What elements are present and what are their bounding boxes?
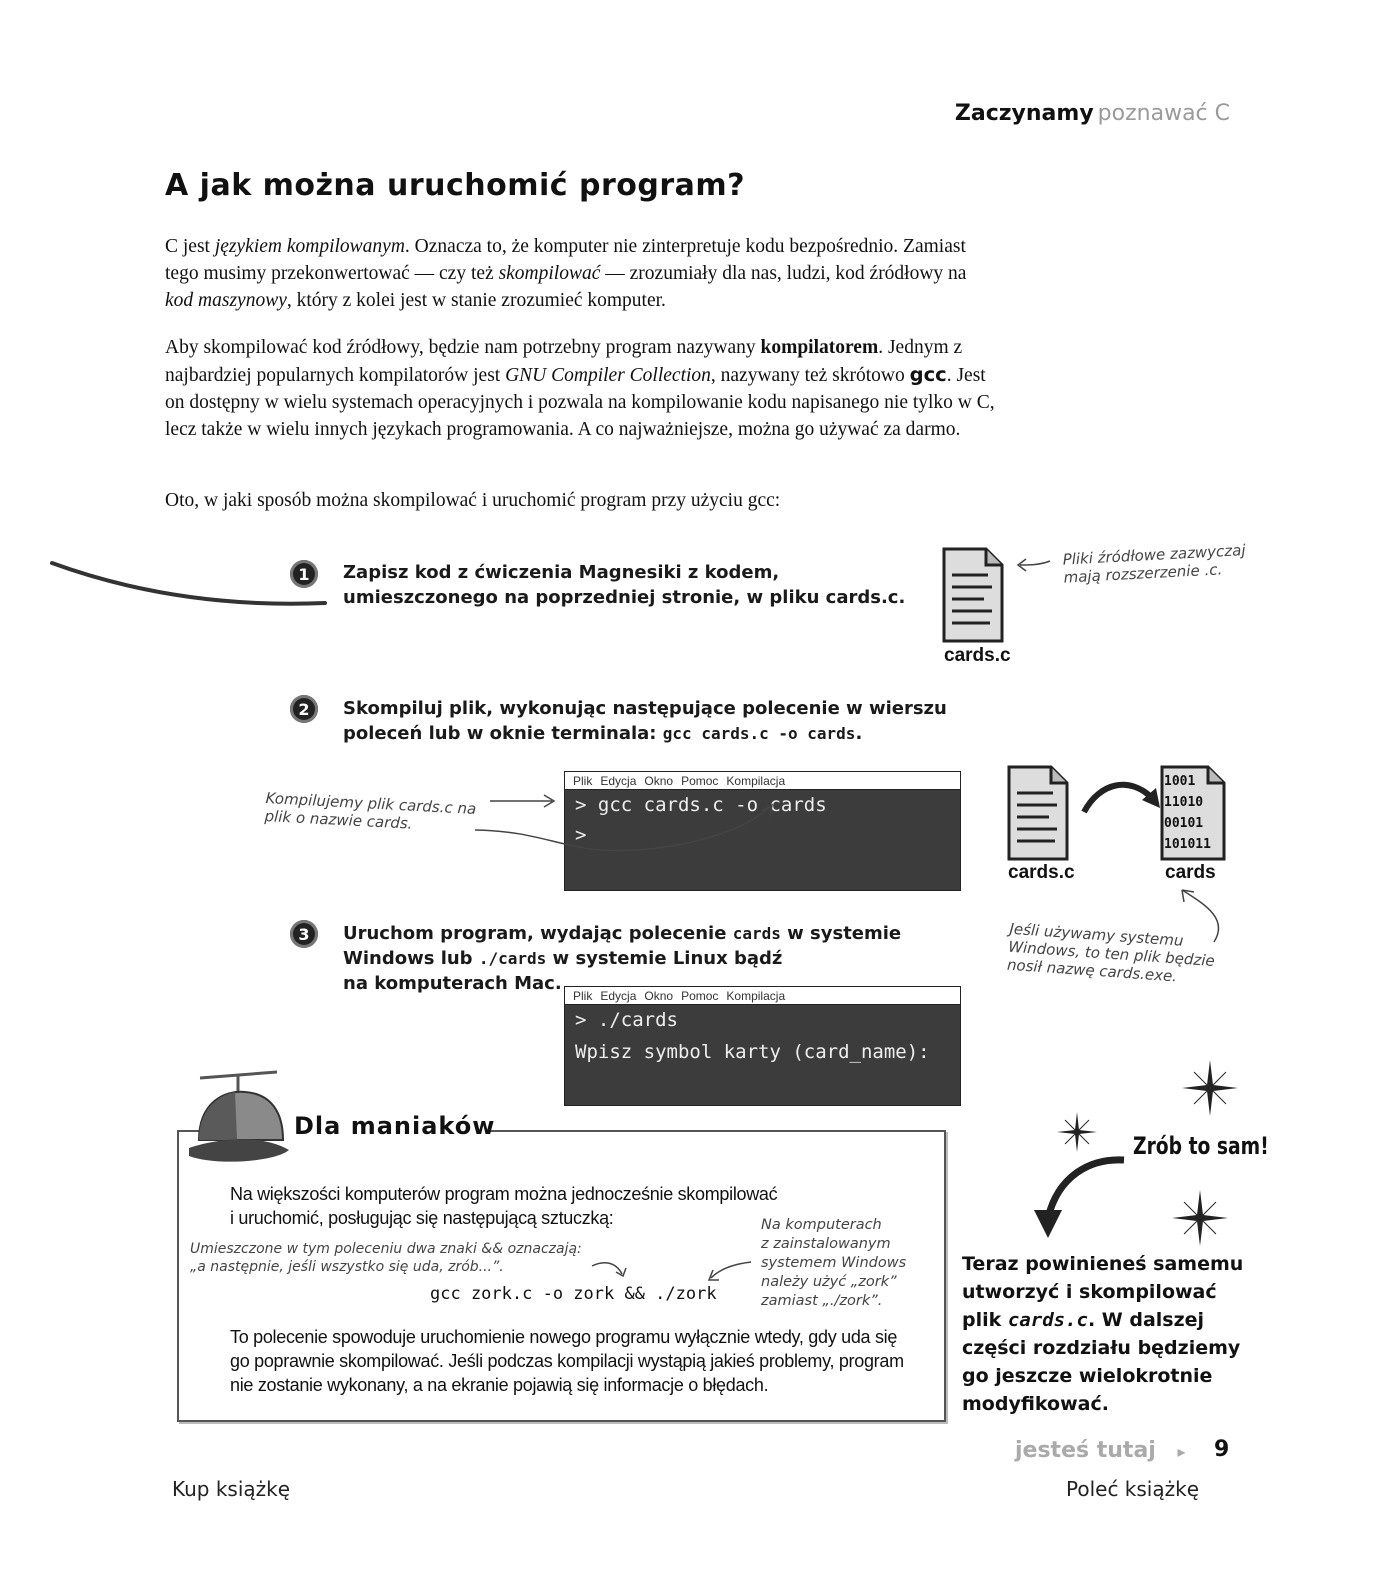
text-run: , który z kolei jest w stanie zrozumieć komputer. (286, 290, 666, 311)
geek-note-left (190, 1240, 582, 1276)
geek-outro-line-2: go poprawnie skompilować. Jeśli podczas kompilacji wystąpią jakieś problemy, program (230, 1351, 904, 1371)
binary-line: 101011 (1164, 837, 1211, 852)
terminal-menu-window[interactable]: Okno (644, 773, 674, 788)
propeller-hat-icon (185, 1062, 295, 1172)
terminal-menu-window[interactable]: Okno (644, 988, 674, 1003)
step-1-line-2: umieszczonego na poprzedniej stronie, w pliku cards.c. (343, 587, 906, 608)
text-run: . Oznacza to, że komputer nie zinterpretuje kodu bezpośrednio. Zamiast tego musimy przekonwertować — czy też (165, 236, 966, 284)
step-3-number: 3 (290, 920, 318, 948)
step-2-line-2 (343, 721, 947, 746)
exercise-line-4: części rozdziału będziemy (962, 1337, 1241, 1359)
exercise-line-6: modyfikować. (962, 1393, 1109, 1415)
geek-intro-line-1: Na większości komputerów program można jednocześnie skompilować (230, 1184, 778, 1204)
terminal-line-1: > gcc cards.c -o cards (575, 794, 827, 816)
geek-intro (230, 1182, 777, 1230)
text-run: gcc (909, 363, 947, 386)
geek-note-right (761, 1216, 906, 1311)
geek-note-right-line-3: systemem Windows (761, 1255, 907, 1271)
annotation-arrow-icon (1012, 553, 1052, 573)
geek-command: gcc zork.c -o zork && ./zork (430, 1284, 717, 1304)
text-run: . Jest on dostępny w wielu systemach operacyjnych i pozwala na kompilowanie kodu napisanego nie tylko w C, lecz także w wielu innych językach programowania. A co najważniejsze, można go używać za darmo. (165, 365, 995, 440)
terminal-line-2: Wpisz symbol karty (card_name): (575, 1041, 930, 1063)
terminal-menu-edit[interactable]: Edycja (600, 988, 637, 1003)
intro-paragraph-3: Oto, w jaki sposób można skompilować i uruchomić program przy użyciu gcc: (165, 490, 781, 511)
step-1-text (343, 560, 905, 610)
binary-line: 1001 (1164, 774, 1196, 789)
note-arrow-icon (705, 1258, 755, 1284)
compile-arrows-icon (470, 785, 810, 855)
step-2-command: gcc cards.c -o cards (662, 724, 856, 743)
exercise-title: Zrób to sam! (1133, 1132, 1269, 1160)
geek-note-right-line-4: należy użyć „zork” (761, 1274, 897, 1290)
exercise-arrow-icon (1030, 1148, 1130, 1240)
exercise-line-3-a: plik (962, 1309, 1008, 1331)
exercise-text (962, 1250, 1243, 1418)
text-run: językiem kompilowanym (214, 236, 405, 257)
terminal-menu-file[interactable]: Plik (573, 773, 593, 788)
text-run: skompilować (498, 263, 601, 284)
geek-outro-line-1: To polecenie spowoduje uruchomienie nowego programu wyłącznie wtedy, gdy uda się (230, 1327, 898, 1347)
step-3-line-2-b: w systemie Linux bądź (546, 948, 783, 969)
page-number: 9 (1214, 1437, 1230, 1462)
geek-note-right-line-5: zamiast „./zork”. (761, 1293, 883, 1309)
recommend-book-link[interactable]: Poleć książkę (1066, 1477, 1199, 1501)
page-footer-here (1015, 1438, 1186, 1463)
you-are-here-label: jesteś tutaj (1015, 1438, 1156, 1463)
note-arrow-icon (590, 1258, 630, 1282)
intro-paragraph-1 (165, 233, 995, 314)
exercise-line-3 (962, 1306, 1243, 1334)
geek-box-title: Dla maniaków (294, 1112, 496, 1140)
header-chapter: Zaczynamy (954, 101, 1094, 126)
binary-file-icon (1158, 763, 1228, 868)
step-3-line-3: na komputerach Mac. (343, 973, 562, 994)
step-3-line-1-a: Uruchom program, wydając polecenie (343, 923, 733, 944)
windows-note: Jeśli używamy systemu Windows, to ten plik będzie nosił nazwę cards.exe. (1006, 919, 1216, 986)
step-1-number: 1 (290, 560, 318, 588)
exercise-line-3-b: . W dalszej (1087, 1309, 1205, 1331)
curved-arrow-icon (1080, 772, 1165, 822)
step-1-line-1: Zapisz kod z ćwiczenia Magnesiki z kodem, (343, 562, 780, 583)
source-file-label-2: cards.c (1008, 862, 1075, 883)
text-run: — zrozumiały dla nas, ludzi, kod źródłowy na (600, 263, 967, 284)
step-2-line-2-end: . (855, 723, 863, 744)
step-3-command-unix: ./cards (478, 949, 547, 968)
terminal-menu-edit[interactable]: Edycja (600, 773, 637, 788)
terminal-menu-help[interactable]: Pomoc (681, 773, 719, 788)
source-file-note: Pliki źródłowe zazwyczaj mają rozszerzenie .c. (1062, 541, 1246, 587)
text-run: Aby skompilować kod źródłowy, będzie nam potrzebny program nazywany (165, 337, 761, 358)
buy-book-link[interactable]: Kup książkę (172, 1477, 291, 1501)
terminal-menu-compile[interactable]: Kompilacja (726, 988, 786, 1003)
step-2-text (343, 696, 947, 746)
text-run: kompilatorem (760, 337, 879, 358)
step-3-line-2-a: Windows lub (343, 948, 479, 969)
geek-intro-line-2: i uruchomić, posługując się następującą sztuczką: (230, 1208, 614, 1228)
text-run: C jest (165, 236, 215, 257)
exercise-line-1: Teraz powinieneś samemu (962, 1253, 1244, 1275)
exercise-line-2: utworzyć i skompilować (962, 1281, 1217, 1303)
text-run: GNU Compiler Collection (505, 365, 711, 386)
binary-line: 11010 (1164, 795, 1204, 810)
running-header (955, 101, 1230, 126)
play-arrow-icon: ▸ (1177, 1442, 1186, 1461)
source-file-icon (940, 545, 1006, 650)
step-3-command-windows: cards (732, 924, 781, 943)
sparkle-icon (1170, 1188, 1230, 1248)
terminal-menu-help[interactable]: Pomoc (681, 988, 719, 1003)
text-run: . Jednym z najbardziej popularnych kompilatorów jest (165, 337, 963, 386)
terminal-line-2: > (575, 824, 587, 846)
binary-file-label: cards (1165, 862, 1216, 883)
binary-line: 00101 (1164, 816, 1204, 831)
text-run: , nazywany też skrótowo (710, 365, 910, 386)
terminal-menu-bar (565, 987, 960, 1005)
terminal-window-run (564, 986, 961, 1106)
step-3-line-2 (343, 946, 901, 971)
source-file-icon-2 (1005, 763, 1071, 868)
exercise-line-5: go jeszcze wielokrotnie (962, 1365, 1213, 1387)
step-3-line-1-b: w systemie (780, 923, 902, 944)
step-3-text (343, 921, 901, 996)
geek-note-right-line-2: z zainstalowanym (761, 1236, 891, 1252)
terminal-menu-file[interactable]: Plik (573, 988, 593, 1003)
compile-note: Kompilujemy plik cards.c na plik o nazwie cards. (264, 789, 477, 833)
decorative-swoosh (50, 555, 330, 615)
geek-note-right-line-1: Na komputerach (761, 1217, 882, 1233)
page-title: A jak można uruchomić program? (165, 168, 746, 203)
sparkle-icon (1180, 1058, 1240, 1118)
terminal-menu-compile[interactable]: Kompilacja (726, 773, 786, 788)
geek-outro-line-3: nie zostanie wykonany, a na ekranie pojawią się informacje o błędach. (230, 1375, 769, 1395)
source-file-label: cards.c (944, 645, 1011, 666)
step-2-number: 2 (290, 695, 318, 723)
geek-note-left-line-1: Umieszczone w tym poleceniu dwa znaki && oznaczają: (190, 1241, 582, 1257)
step-3-line-1 (343, 921, 901, 946)
geek-outro (230, 1325, 904, 1397)
geek-note-left-line-2: „a następnie, jeśli wszystko się uda, zrób...”. (190, 1259, 504, 1275)
terminal-line-1: > ./cards (575, 1009, 678, 1031)
binary-lines (1164, 771, 1211, 855)
step-2-line-2-text: poleceń lub w oknie terminala: (343, 723, 663, 744)
header-subtitle: poznawać C (1097, 101, 1230, 126)
step-2-line-1: Skompiluj plik, wykonując następujące polecenie w wierszu (343, 698, 947, 719)
intro-paragraph-2 (165, 334, 995, 443)
text-run: kod maszynowy (165, 290, 287, 311)
exercise-filename: cards.c (1007, 1309, 1088, 1331)
